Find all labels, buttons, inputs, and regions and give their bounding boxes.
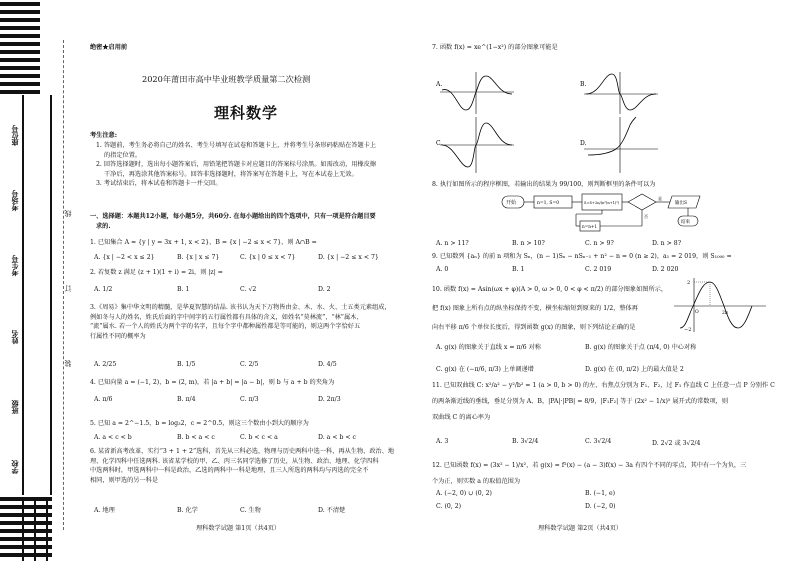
svg-text:2: 2 (687, 280, 691, 286)
q10-stem-line: 把 f(x) 图象上所有点的纵坐标保持不变，横坐标缩短到原来的 1/2，整体再 (432, 305, 638, 312)
q12-stem-line: 12. 已知函数 f(x) = (3x² − 1)/x²，若 g(x) = f²(x) − (a − 3)f(x) − 3a 有四个不同的零点，其中有一个为负，三 (432, 462, 747, 469)
exam-room-label: 考场号 (10, 190, 19, 211)
q4-option-c: C. π/3 (240, 396, 259, 403)
q3-option-c: C. 2/5 (240, 361, 259, 368)
q4-option-a: A. π/6 (94, 396, 113, 403)
svg-text:2π: 2π (722, 311, 728, 316)
q3-stem (90, 303, 420, 341)
q7-graph-a-label: A. (436, 81, 443, 88)
q8-stem: 8. 执行如图所示的程序框图，若输出的结果为 99/100，则判断框里的条件可以为 (432, 181, 656, 188)
q8-option-d: D. n > 8? (652, 240, 682, 247)
q9-option-c: C. 2 019 (585, 266, 612, 273)
q6-option-d: D. 不清楚 (318, 507, 346, 514)
q7-graph-d (580, 115, 660, 175)
q12-option-d: D. (−2, 0) (585, 503, 616, 510)
q1-option-c: C. {x | 0 ≤ x < 7} (240, 254, 296, 261)
name-label: 姓名 (10, 330, 19, 344)
q4-option-b: B. π/4 (177, 396, 196, 403)
q2-option-c: C. √2 (240, 286, 257, 293)
q11-option-a: A. 3 (436, 438, 449, 445)
section-heading (90, 212, 420, 231)
q5-stem: 5. 已知 a = 2^−1.5，b = log₃2，c = 2^0.5，则这三个数由小到大的顺序为 (90, 420, 309, 427)
flow-output: 输出S (675, 201, 688, 206)
exam-title: 2020年莆田市高中毕业班教学质量第二次检测 (142, 74, 311, 84)
q6-stem-line: 理、化学四科中任选两科. 该省某学校的甲、乙、丙三名同学选修了历史，从生物、政治、地理、化学四科 (90, 457, 379, 465)
notice-title: 考生注意: (90, 132, 118, 139)
q5-option-b: B. b < a < c (177, 434, 215, 441)
binding-mark-bind: 装 (64, 360, 72, 367)
svg-text:O: O (695, 310, 699, 315)
q11-option-d: D. 2√2 或 3√2/4 (652, 440, 701, 447)
footer-left: 理科数学试题 第1页（共4页） (196, 525, 281, 532)
q1-option-a: A. {x | −2 < x ≤ 2} (94, 254, 155, 261)
flow-update: S=S+2n/(n²(n+1)²) (584, 201, 620, 205)
flow-start: 开始 (506, 200, 517, 206)
section-heading-line: 一、选择题：本题共12小题，每小题5分，共60分. 在每小题给出的四个选项中，只有一项是符合题目要 (90, 213, 376, 220)
q7-graph-a (436, 70, 516, 115)
q6-stem (90, 447, 420, 485)
subject-title: 理科数学 (214, 104, 279, 122)
q2-option-d: D. 2 (318, 286, 331, 293)
q12-stem (432, 458, 772, 490)
q10-option-b: B. g(x) 的图象关于点 (π/4, 0) 中心对称 (585, 344, 697, 351)
cut-line (63, 40, 65, 530)
q5-option-c: C. b < c < a (240, 434, 278, 441)
q1-option-b: B. {x | x ≤ 7} (177, 254, 220, 261)
section-heading-line: 求的. (96, 222, 111, 230)
q6-stem-line: 6. 某省新高考改革，实行“3 + 1 + 2”选科，首先从三科必选，物理与历史两科中选一科，再从生物、政治、地 (90, 448, 395, 455)
student-number-label: 考生号 (10, 255, 19, 276)
q12-option-c: C. (0, 2) (436, 503, 462, 510)
svg-text:−2: −2 (684, 327, 692, 333)
q4-stem: 4. 已知向量 a = (−1, 2)，b = (2, m)，若 |a + b| = |a − b|，则 b 与 a + b 的夹角为 (90, 379, 335, 386)
notice-line: 2. 回答选择题时，选出每小题答案后，用铅笔把答题卡对应题目的答案标号涂黑。如需改动，用橡皮擦 (96, 161, 377, 169)
q1-option-d: D. {x | −2 ≤ x < 7} (318, 254, 379, 261)
notice-line: 3. 考试结束后，将本试卷和答题卡一并交回。 (96, 180, 222, 188)
q9-option-b: B. 1 (512, 266, 525, 273)
notice-line: 干净后，再选涂其他答案标号。回答非选择题时，将答案写在答题卡上，写在本试卷上无效。 (104, 170, 358, 178)
q12-stem-line: 个为正，则实数 a 的取值范围为 (432, 478, 521, 485)
q11-stem-line: 双曲线 C 的离心率为 (432, 414, 491, 421)
q2-option-b: B. 1 (177, 286, 190, 293)
flow-init: n=1, S=0 (537, 201, 560, 206)
q10-stem-line: 10. 函数 f(x) = Asin(ωx + φ)(A > 0, ω > 0, 0 < φ < π/2) 的部分图象如图所示， (432, 286, 668, 293)
flow-increment: n=n+1 (582, 224, 598, 229)
q10-sine-graph (672, 276, 768, 334)
q10-stem-line: 向右平移 π/6 个单位长度后，得到函数 g(x) 的图象，则下列结论正确的是 (432, 324, 636, 331)
q5-option-d: D. a < b < c (318, 434, 357, 441)
notice-items (96, 141, 414, 189)
q11-stem-line: 的两条渐近线的垂线，垂足分别为 A、B，|PA|·|PB| = 8/9，|F₁F₂| 等于 (2x² − 1/x)⁵ 展开式的常数项，则 (432, 398, 729, 405)
notice-line: 的指定位置。 (104, 151, 142, 159)
q6-option-c: C. 生物 (240, 507, 261, 514)
q2-option-a: A. 1/2 (94, 286, 113, 293)
q10-stem (432, 280, 672, 337)
q8-option-c: C. n > 9? (585, 240, 614, 247)
q10-option-d: D. g(x) 在 (0, π/2) 上的最大值是 2 (585, 366, 684, 373)
binding-mark-order: 订 (64, 285, 72, 292)
flow-no: 否 (644, 214, 648, 219)
q10-option-a: A. g(x) 的图象关于直线 x = π/6 对称 (436, 344, 541, 351)
q3-option-a: A. 2/25 (94, 361, 117, 368)
flow-end: 结束 (681, 220, 690, 225)
binding-mark-line: 线 (64, 210, 72, 217)
q7-graph-d-label: D. (580, 140, 587, 147)
notice-line: 1. 答题前，考生务必将自己的姓名、考生号填写在试卷和答题卡上，并将考生号条形码粘贴在答题卡上 (96, 142, 377, 149)
q10-option-c: C. g(x) 在 (−π/6, π/3) 上单调递增 (436, 366, 534, 373)
q6-option-a: A. 地理 (94, 507, 115, 514)
q7-graph-b (580, 70, 660, 115)
q7-graph-c-label: C. (436, 140, 443, 147)
q3-stem-line: “流”属水. 若一个人的姓氏为两个字的名字，且每个字中都种属性都是等可能的，则这两个字恰好五 (90, 323, 361, 331)
q3-option-b: B. 1/5 (177, 361, 196, 368)
q9-option-d: D. 2 020 (652, 266, 679, 273)
q3-stem-line: 3.《周易》集中华文明的精髓，是华夏智慧的结晶. 该书认为天下万物皆由金、木、水、火、土五类元素组成， (90, 304, 391, 311)
q6-stem-line: 相同，则甲选的另一科是 (90, 476, 159, 484)
school-label: 学校 (10, 460, 19, 474)
q11-stem-line: 11. 已知双曲线 C: x²/a² − y²/b² = 1 (a > 0, b > 0) 的左、右焦点分别为 F₁、F₂，过 F₁ 作直线 C 上任意一点 P 分别作 C (432, 382, 775, 389)
q2-stem: 2. 若复数 z 满足 (z + 1)(1 + i) = 2i，则 |z| = (90, 269, 223, 276)
q9-option-a: A. 0 (436, 266, 449, 273)
q6-stem-line: 中选两科时，甲选两科中一科是政治，乙选的两科中一科是地理，且三人所选的两科均与丙选的完全不 (90, 467, 369, 475)
q8-option-b: B. n > 10? (512, 240, 545, 247)
q9-stem: 9. 已知数列 {aₙ} 的前 n 项和为 Sₙ，(n − 1)Sₙ − nSₙ₋₁ + n² − n = 0 (n ≥ 2)，a₁ = 2 019，则 S₁₀₀₀ = (432, 253, 732, 260)
q12-option-b: B. (−1, e) (585, 490, 616, 497)
q8-flowchart (500, 190, 730, 236)
q11-option-c: C. 3√2/4 (585, 438, 612, 445)
q8-option-a: A. n > 11? (436, 240, 469, 247)
q3-stem-line: 例如冬与人的姓名，姓氏后面的字中间字的五行属性都有具体的含义，如姓名“莫林流”，“林”属木、 (90, 313, 363, 321)
seat-number-label: 座位号 (10, 125, 19, 146)
q11-stem (432, 378, 775, 426)
q5-option-a: A. a < c < b (94, 434, 132, 441)
q7-graph-c (436, 115, 516, 175)
flow-yes: 是 (658, 196, 662, 201)
q11-option-b: B. 3√2/4 (512, 438, 539, 445)
q4-option-d: D. 2π/3 (318, 396, 341, 403)
class-label: 班级 (10, 400, 19, 414)
secret-mark: 绝密★启用前 (90, 44, 128, 51)
q1-stem: 1. 已知集合 A = {y | y = 3x + 1, x < 2}，B = {x | −2 ≤ x < 7}，则 A∩B = (90, 239, 317, 246)
q3-stem-line: 行属性不同的概率为 (90, 332, 146, 340)
q7-stem: 7. 函数 f(x) = xe^(1−x²) 的部分图象可能是 (432, 44, 558, 51)
q3-option-d: D. 4/5 (318, 361, 337, 368)
q6-option-b: B. 化学 (177, 507, 198, 514)
q7-graph-b-label: B. (580, 81, 587, 88)
q12-option-a: A. (−2, 0) ∪ (0, 2) (436, 490, 492, 497)
footer-right: 理科数学试题 第2页（共4页） (538, 525, 623, 532)
